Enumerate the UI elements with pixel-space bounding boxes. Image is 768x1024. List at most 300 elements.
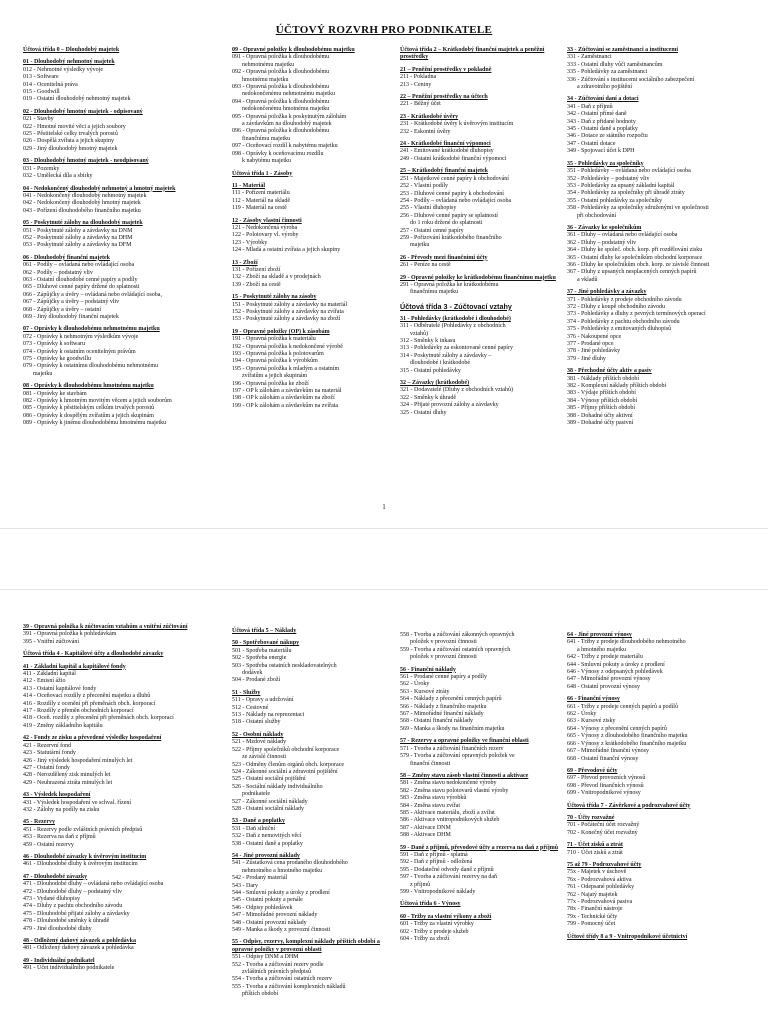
account-item: 335 - Pohledávky za zaměstnanci (567, 69, 648, 76)
account-item: 642 - Tržby z prodeje materiálu (567, 654, 643, 661)
account-item: 554 - Tvorba a zúčtování ostatních rezerv (232, 976, 332, 983)
account-group (23, 624, 203, 646)
account-item: 124 - Mladá a ostatní zvířata a jejich skupiny (232, 247, 341, 254)
account-item: 221 - Běžný účet (400, 101, 441, 108)
account-group (23, 326, 203, 378)
account-item: 315 - Ostatní pohledávky (400, 367, 461, 374)
group-heading: 59 - Daně z příjmů, převodové účty a rezerva na daň z příjmů (400, 844, 559, 851)
account-item: 542 - Prodaný materiál (232, 875, 288, 882)
group-heading: 58 – Změny stavu zásob vlastní činnosti a aktivace (400, 772, 529, 779)
account-group (400, 141, 560, 163)
account-item: 089 - Oprávky k jinému dlouhodobému hmotnému majetku (23, 420, 167, 427)
account-item: 571 - Tvorba a zúčtování finančních rezerv (400, 745, 504, 752)
account-item: 543 - Dary (232, 882, 258, 889)
page1-column-2 (232, 47, 392, 410)
account-group (23, 664, 203, 731)
account-item: 559 - Tvorba a zúčtování ostatních opravných (400, 646, 511, 653)
group-heading: 02 - Dlouhodobý hmotný majetek - odpisovaný (23, 108, 143, 115)
account-item: 073 - Oprávky k softwaru (23, 341, 85, 348)
account-item: 021 - Stavby (23, 116, 54, 123)
account-item: 583 - Změna stavu výrobků (400, 795, 467, 802)
page-number: 1 (382, 503, 386, 511)
account-group (567, 225, 752, 284)
account-item: 092 - Opravná položka k dlouhodobému (232, 69, 330, 76)
account-item: 378 - Jiné pohledávky (567, 348, 621, 355)
account-item: zvířatům a jejich skupinám (242, 373, 308, 380)
account-group (232, 294, 392, 324)
group-heading: Účtová třída 7 - Závěrkové a podrozvahové účty (567, 802, 691, 809)
group-heading: 52 - Osobní náklady (232, 731, 284, 738)
account-item: 151 - Poskytnuté zálohy a závdavky na materiál (232, 301, 348, 308)
account-item: 432 - Zálohy na podíly na zisku (23, 806, 100, 813)
account-item: 513 - Náklady na reprezentaci (232, 712, 305, 719)
account-item: 311 - Odběratelé (Pohledávky z obchodních (400, 323, 506, 330)
group-heading: 70 - Účty rozvažné (567, 814, 615, 821)
account-item: 566 - Náklady z finančního majetku (400, 703, 487, 710)
account-item: 597 - Tvorba a zúčtování rezervy na daň (400, 874, 498, 881)
account-item: 121 - Nedokončená výroba (232, 224, 298, 231)
account-item: 78x - Finanční nástroje (567, 906, 623, 913)
account-item: 343 - Daň z přidané hodnoty (567, 118, 636, 125)
account-item: 558 - Tvorba a zúčtování zákonných opravných (400, 632, 515, 638)
account-item: 76x - Podrozvahová aktiva (567, 876, 632, 883)
account-item: 710 - Účet zisků a ztrát (567, 849, 623, 856)
group-heading: Účtová třída 0 – Dlouhodobý majetek (23, 47, 120, 53)
account-item: 555 - Tvorba a zúčtování komplexních nákladů (232, 983, 346, 990)
group-heading: 03 - Dlouhodobý hmotný majetek - neodpisovaný (23, 158, 149, 165)
account-group (567, 768, 752, 798)
account-item: 418 - Oceň. rozdíly z přecenění při přeměnách obch. korporací (23, 715, 174, 722)
account-group (400, 914, 560, 944)
account-item: 648 - Ostatní provozní výnosy (567, 683, 640, 690)
account-item: 586 - Aktivace vnitropodnikových služeb (400, 817, 500, 824)
group-heading: 05 - Poskytnuté zálohy na dlouhodobý majetek (23, 220, 143, 227)
account-item: 122 - Polotovary vl. výroby (232, 232, 299, 239)
account-item: 761 - Odepsané pohledávky (567, 884, 635, 891)
account-group (400, 667, 560, 734)
group-heading: 04 - Nedokončený dlouhodobý nehmotný a hmotný majetek (23, 185, 176, 192)
account-item: 414 - Oceňovací rozdíly z přecenění majetku a dluhů (23, 693, 151, 700)
group-heading: Účtové třídy 8 a 9 - Vnitropodnikové účetnictví (567, 933, 688, 940)
account-item: 131 - Pořízení zboží (232, 266, 281, 273)
account-item: 383 - Výdaje příštích období (567, 390, 636, 397)
account-group (232, 329, 392, 410)
group-heading: 46 - Dlouhodobé závazky k úvěrovým institucím (23, 853, 147, 860)
group-heading: 33 - Zúčtování se zaměstnanci a institucemi (567, 47, 678, 53)
group-heading: 36 - Závazky ke společníkům (567, 224, 642, 231)
account-item: 253 - Dluhové cenné papíry k obchodování (400, 190, 504, 197)
account-item: 504 - Prodané zboží (232, 677, 281, 684)
account-item: 413 - Ostatní kapitálové fondy (23, 685, 97, 692)
group-heading: 51 - Služby (232, 689, 261, 696)
account-group (232, 939, 392, 998)
account-item: 591 - Daň z příjmů - splatná (400, 851, 468, 858)
group-heading: 15 - Poskytnuté zálohy na zásoby (232, 294, 317, 301)
account-item: 374 - Pohledávky z pachtu obchodního závodu (567, 318, 680, 325)
account-item: 066 - Zápůjčky a úvěry – ovládaná nebo ovládající osoba, (23, 291, 162, 298)
account-item: 051 - Poskytnuté zálohy a závdavky na DNM (23, 227, 133, 234)
account-item: 015 - Goodwill (23, 89, 60, 96)
group-heading: 37 - Jiné pohledávky a závazky (567, 289, 647, 296)
account-item: 423 - Statutární fondy (23, 750, 76, 757)
group-heading: 12 - Zásoby vlastní činnosti (232, 217, 302, 224)
account-item: 211 - Pokladna (400, 74, 437, 81)
account-item: 588 - Aktivace DHM (400, 832, 451, 839)
account-item: 395 - Vnitřní zúčtování (23, 638, 80, 645)
account-group (23, 819, 203, 849)
group-heading: Účtová třída 4 - Kapitálové účty a dlouhodobé závazky (23, 651, 164, 658)
account-item: 526 - Sociální náklady individuálního (232, 783, 323, 790)
account-item: 063 - Ostatní dlouhodobé cenné papíry a podíly (23, 276, 138, 283)
account-item: 193 - Opravná položka k polotovarům (232, 351, 324, 358)
account-item: 098 - Oprávky k oceňovacímu rozdílu (232, 150, 324, 157)
account-item: 541 - Zůstatková cena prodaného dlouhodobého (232, 860, 348, 867)
account-item: 251 - Majetkové cenné papíry k obchodování (400, 175, 509, 182)
account-item: z příjmů (410, 881, 431, 888)
account-item: položek v provozní činnosti (410, 654, 477, 661)
account-item: hmotnému majetku (242, 76, 289, 83)
group-heading: 66 - Finanční výnosy (567, 696, 620, 703)
account-item: 347 - Ostatní dotace (567, 140, 616, 147)
account-item: 567 - Mimořádné finanční náklady (400, 711, 484, 718)
account-item: 561 - Prodané cenné papíry a podíly (400, 674, 487, 681)
account-item: 584 - Změna stavu zvířat (400, 802, 460, 809)
account-item: 375 - Pohledávky z emitovaných dluhopisů (567, 326, 672, 333)
account-item: 544 - Smluvní pokuty a úroky z prodlení (232, 890, 330, 896)
group-heading: 08 - Oprávky k dlouhodobému hmotnému majetku (23, 383, 154, 390)
account-item: 481 - Odložený daňový závazek a pohledávka (23, 945, 134, 952)
account-item: 663 - Kursové zisky (567, 718, 616, 725)
account-item: 043 - Pořízení dlouhodobého finančního majetku (23, 207, 141, 214)
account-item: 595 - Dodatečné odvody daně z příjmů (400, 866, 494, 873)
account-group (400, 114, 560, 136)
group-heading: 45 - Rezervy (23, 819, 55, 826)
group-heading: 54 - Jiné provozní náklady (232, 852, 300, 859)
account-item: dlouhodobé i krátkodobé (410, 360, 470, 367)
account-item: 259 - Pořizování krátkodobého finančního (400, 234, 502, 241)
account-item: 472 - Dlouhodobé dluhy – podstatný vliv (23, 888, 122, 895)
account-item: 132 - Zboží na skladě a v prodejnách (232, 274, 321, 281)
account-item: 322 - Směnky k úhradě (400, 394, 456, 401)
group-heading: 06 - Dlouhodobý finanční majetek (23, 254, 111, 261)
account-group (567, 96, 752, 155)
group-heading: 53 - Daně a poplatky (232, 818, 286, 825)
account-group (400, 380, 560, 417)
account-group (232, 171, 392, 178)
account-item: 255 - Vlastní dluhopisy (400, 205, 457, 212)
account-item: 192 - Opravná položka k nedokončené výrobě (232, 343, 343, 350)
account-item: 666 - Výnosy z krátkodobého finančního majetku (567, 740, 687, 747)
group-heading: 49 - Individuální podnikatel (23, 957, 95, 964)
account-item: 382 - Komplexní náklady příštích období (567, 383, 667, 390)
account-item: 417 - Rozdíly z přeměn obchodních korporací (23, 708, 134, 715)
page2-column-2 (232, 628, 392, 999)
account-item: 336 - Zúčtování s institucemi sociálního zabezpečení (567, 76, 695, 83)
account-item: 194 - Opravná položka k výrobkům (232, 358, 318, 365)
group-heading: 71 - Účet zisků a ztrát (567, 842, 623, 849)
account-item: 362 - Dluhy – podstatný vliv (567, 239, 637, 246)
account-item: při obchodování (577, 212, 617, 219)
account-item: 641 - Tržby z prodeje dlouhodobého nehmotného (567, 639, 686, 646)
account-item: 123 - Výrobky (232, 239, 268, 246)
account-item: 579 - Tvorba a zúčtování opravných položek ve (400, 753, 515, 760)
account-item: dodávek (242, 670, 263, 677)
account-item: 522 - Příjmy společníků obchodní korporace (232, 746, 340, 753)
account-group (23, 383, 203, 427)
account-item: 384 - Výnosy příštích období (567, 397, 638, 404)
account-item: 546 - Odpisy pohledávek (232, 904, 293, 911)
account-item: 388 - Dohadné účty aktivní (567, 412, 633, 419)
account-item: 249 - Ostatní krátkodobé finanční výpomoci (400, 155, 507, 162)
account-group (567, 368, 752, 427)
account-item: 232 - Eskontní úvěry (400, 128, 451, 135)
account-item: 491 - Účet individuálního podnikatele (23, 965, 115, 972)
account-item: 661 - Tržby z prodeje cenných papírů a podílů (567, 703, 678, 710)
group-heading: 55 - Odpisy, rezervy, komplexní náklady příštích období a opravné položky v provozní oblasti (232, 939, 380, 953)
account-item: 697 - Převod provozních výnosů (567, 775, 646, 782)
account-group (232, 818, 392, 848)
account-group (567, 934, 752, 941)
account-item: 412 - Emisní ážio (23, 678, 66, 685)
account-item: 069 - Jiný dlouhodobý finanční majetek (23, 314, 119, 320)
account-group (23, 735, 203, 787)
account-item: 111 - Pořízení materiálu (232, 190, 290, 197)
account-group (23, 47, 203, 54)
group-heading: Účtová třída 1 - Zásoby (232, 170, 293, 177)
account-item: 429 - Neuhrazená ztráta minulých let (23, 779, 113, 786)
account-item: 075 - Oprávky ke goodwillu (23, 356, 91, 363)
account-item: majetku (410, 242, 430, 249)
account-group (400, 67, 560, 89)
group-heading: 31 - Pohledávky (krátkodobé i dlouhodobé) (400, 315, 511, 322)
account-group (400, 316, 560, 375)
account-item: 532 - Daň z nemovitých věcí (232, 833, 302, 840)
account-group (23, 651, 203, 658)
account-group (400, 94, 560, 109)
account-item: 644 - Smluvní pokuty a úroky z prodlení (567, 661, 665, 668)
account-item: 569 - Manka a škody na finančním majetku (400, 725, 505, 732)
account-item: 014 - Ocenitelná práva (23, 81, 78, 88)
account-item: 061 - Podíly – ovládaná nebo ovládající osoba (23, 262, 135, 269)
account-item: 256 - Dluhové cenné papíry se splatností (400, 212, 498, 219)
account-group (23, 158, 203, 180)
account-item: 75x - Majetek v úschově (567, 869, 627, 876)
account-item: podnikatele (242, 791, 270, 798)
account-group (23, 938, 203, 953)
account-group (23, 220, 203, 250)
account-item: 521 - Mzdové náklady (232, 739, 287, 746)
account-item: 196 - Opravná položka ke zboží (232, 380, 309, 387)
group-heading: 57 - Rezervy a opravné položky ve finanční oblasti (400, 738, 529, 745)
group-heading: 26 - Převody mezi finančními účty (400, 254, 488, 261)
account-item: a hmotného majetku (577, 646, 626, 653)
page2-column-1 (23, 624, 203, 973)
account-item: 602 - Tržby z prodeje služeb (400, 928, 469, 935)
account-item: 523 - Odměny členům orgánů obch. korporace (232, 761, 345, 768)
account-item: 079 - Oprávky k ostatnímu dlouhodobému nehmotnému (23, 363, 158, 370)
account-item: 411 - Základní kapitál (23, 671, 76, 678)
account-item: 599 - Vnitropodnikové náklady (400, 889, 476, 895)
account-item: 042 - Nedokončený dlouhodobý hmotný majetek (23, 200, 141, 207)
account-item: 019 - Ostatní dlouhodobý nehmotný majetek (23, 96, 131, 103)
account-item: 428 - Nerozdělený zisk minulých let (23, 772, 111, 779)
account-item: 548 - Ostatní provozní náklady (232, 919, 307, 926)
account-item: 647 - Mimořádné provozní výnosy (567, 676, 651, 683)
group-heading: 34 - Zúčtování daní a dotací (567, 96, 639, 103)
account-item: 324 - Přijaté provozní zálohy a závdavky (400, 402, 499, 409)
account-group (23, 854, 203, 869)
account-item: 664 - Výnosy z přecenění cenných papírů (567, 725, 667, 732)
account-item: 325 - Ostatní dluhy (400, 409, 447, 416)
account-item: 231 - Krátkodobé úvěry k úvěrovým institucím (400, 121, 514, 128)
account-item: 373 - Pohledávky a dluhy z pevných termínových operací (567, 311, 706, 318)
account-item: 198 - OP k zálohám a závdavkům na zboží (232, 395, 335, 402)
account-item: 549 - Manka a škody z provozní činnosti (232, 927, 331, 934)
account-group (567, 862, 752, 929)
account-item: 459 - Ostatní rezervy (23, 841, 74, 848)
account-item: 321 - Dodavatelé (Dluhy z obchodních vztahů) (400, 387, 513, 394)
group-heading: 75 až 79 - Podrozvahové účty (567, 861, 642, 868)
account-item: 082 - Oprávky k hmotným movitým věcem a jejich souborům (23, 398, 172, 405)
account-item: 213 - Ceniny (400, 81, 432, 88)
account-item: finančnímu majetku (410, 289, 459, 296)
account-item: 381 - Náklady příštích období (567, 375, 639, 382)
account-item: 473 - Vydané dluhopisy (23, 896, 81, 902)
account-item: 79x - Technické účty (567, 913, 618, 920)
account-group (232, 218, 392, 255)
account-item: 195 - Opravná položka k mladým a ostatním (232, 365, 340, 372)
group-heading: 41 - Základní kapitál a kapitálové fondy (23, 663, 126, 670)
account-item: 562 - Úroky (400, 681, 430, 688)
account-item: a vkladů (577, 276, 598, 283)
account-item: 026 - Dospělá zvířata a jejich skupiny (23, 138, 114, 145)
account-item: 068 - Zápůjčky a úvěry – ostatní (23, 306, 101, 313)
group-heading: 07 - Oprávky k dlouhodobému nehmotnému majetku (23, 326, 160, 333)
group-heading: 69 - Převodové účty (567, 767, 618, 774)
account-item: 527 - Zákonné sociální náklady (232, 798, 308, 805)
account-item: 291 - Opravná položka ke krátkodobému (400, 281, 499, 288)
page1-column-1 (23, 47, 203, 428)
account-item: 086 - Oprávky k dospělým zvířatům a jejich skupinám (23, 412, 154, 419)
group-heading: 01 - Dlouhodobý nehmotný majetek (23, 59, 115, 66)
account-group (23, 186, 203, 216)
account-item: nedokončenému hmotnému majetku (242, 106, 330, 113)
group-heading: 48 - Odložený daňový závazek a pohledávka (23, 938, 137, 945)
group-heading: 38 - Přechodné účty aktiv a pasiv (567, 368, 652, 375)
account-item: 377 - Prodané opce (567, 341, 614, 348)
page2-column-3 (400, 632, 560, 943)
group-heading: 25 – Krátkodobý finanční majetek (400, 168, 489, 175)
account-item: 564 - Náklady z přecenění cenných papírů (400, 696, 502, 703)
account-item: 587 - Aktivace DNM (400, 824, 451, 831)
group-heading: 32 – Závazky (krátkodobé) (400, 380, 470, 387)
account-item: 191 - Opravná položka k materiálu (232, 336, 316, 343)
account-item: 701 - Počáteční účet rozvažný (567, 822, 640, 829)
account-item: 361 - Dluhy – ovládaná nebo ovládající osoba (567, 232, 678, 239)
group-heading: Účtová třída 6 - Výnosy (400, 901, 461, 908)
account-item: 475 - Dlouhodobé přijaté zálohy a závdavky (23, 910, 130, 917)
account-item: nehmotnému majetku (242, 61, 295, 68)
account-item: 085 - Oprávky k pěstitelským celkům trvalých porostů (23, 405, 155, 412)
account-item: 252 - Vlastní podíly (400, 183, 449, 190)
account-item: 799 - Pomocný účet (567, 921, 616, 928)
account-item: 345 - Ostatní daně a poplatky (567, 126, 638, 133)
account-item: 511 - Opravy a udržování (232, 697, 294, 704)
class-heading: Účtová třída 3 - Zúčtovací vztahy (400, 301, 512, 311)
account-item: 502 - Spotřeba energie (232, 655, 287, 662)
account-group (567, 289, 752, 363)
account-item: 081 - Oprávky ke stavbám (23, 390, 87, 397)
group-heading: 23 - Krátkodobé úvěry (400, 113, 459, 120)
account-item: 581 - Změna stavu nedokončené výroby (400, 780, 497, 787)
account-item: 582 - Změna stavu polotovarů vlastní výroby (400, 787, 509, 794)
account-group (23, 792, 203, 814)
account-item: a závdavkům na dlouhodobý majetek (242, 121, 332, 128)
account-item: majetku (33, 370, 53, 377)
account-item: 365 - Ostatní dluhy ke společníkům obchodní korporace (567, 254, 703, 261)
account-item: 012 - Nehmotné výsledky vývoje (23, 66, 103, 73)
group-heading: 42 - Fondy ze zisku a převedené výsledky hospodaření (23, 735, 162, 742)
account-item: 389 - Dohadné účty pasivní (567, 420, 634, 427)
account-item: 474 - Dluhy z pachtu obchodního závodu (23, 903, 123, 910)
account-item: 668 - Ostatní finanční výnosy (567, 755, 639, 762)
page1-column-4 (567, 47, 752, 428)
group-heading: 24 - Krátkodobé finanční výpomoci (400, 141, 491, 148)
account-item: 385 - Příjmy příštích období (567, 405, 635, 412)
account-group (567, 803, 752, 810)
account-item: 421 - Rezervní fond (23, 742, 72, 749)
account-item: 371 - Pohledávky z prodeje obchodního závodu (567, 296, 682, 303)
account-item: 041 - Nedokončený dlouhodobý nehmotný majetek (23, 192, 147, 199)
account-item: nehmotného a hmotného majetku (242, 867, 323, 874)
account-item: 093 - Opravná položka k dlouhodobému (232, 84, 330, 91)
account-item: 568 - Ostatní finanční náklady (400, 718, 473, 725)
account-item: 646 - Výnosy z odepsaných pohledávek (567, 669, 663, 676)
account-item: 062 - Podíly – podstatný vliv (23, 269, 93, 276)
account-item: 77x - Podrozvahová pasiva (567, 899, 633, 905)
account-item: 254 - Podíly – ovládaná nebo ovládající osoba (400, 197, 512, 204)
account-item: 416 - Rozdíly z ocenění při přeměnách obch. korporací (23, 700, 156, 707)
account-item: 139 - Zboží na cestě (232, 281, 281, 288)
group-heading: 22 – Peněžní prostředky na účtech (400, 94, 488, 101)
account-item: 331 - Zaměstnanci (567, 54, 612, 61)
account-group (400, 738, 560, 768)
account-item: 503 - Spotřeba ostatních neskladovatelných (232, 662, 337, 669)
account-item: ze závislé činnosti (242, 754, 286, 761)
account-item: 512 - Cestovné (232, 704, 269, 711)
account-item: 349 - Spojovací účet k DPH (567, 148, 635, 155)
account-item: 312 - Směnky k inkasu (400, 338, 456, 344)
account-item: 074 - Oprávky k ostatním ocenitelným právům (23, 348, 136, 355)
group-heading: 47 - Dlouhodobé závazky (23, 873, 88, 880)
account-item: 072 - Oprávky k nehmotným výsledkům vývoje (23, 333, 139, 340)
account-group (232, 853, 392, 934)
account-item: 426 - Jiný výsledek hospodaření minulých let (23, 757, 133, 764)
account-item: a zdravotního pojištění (577, 84, 632, 91)
account-item: 031 - Pozemky (23, 165, 60, 172)
account-item: 667 - Mimořádné finanční výnosy (567, 748, 649, 755)
account-item: do 1 roku držené do splatnosti (410, 220, 483, 227)
account-item: 257 - Ostatní cenné papíry (400, 227, 464, 234)
group-heading: 60 - Tržby za vlastní výkony a zboží (400, 913, 492, 920)
group-heading: 09 - Opravné položky k dlouhodobému majetku (232, 47, 355, 53)
account-item: 698 - Převod finančních výnosů (567, 782, 644, 789)
account-item: 352 - Pohledávky – podstatný vliv (567, 175, 650, 182)
group-heading: 64 - Jiné provozní výnosy (567, 632, 632, 638)
account-item: 367 - Dluhy z upsaných nesplacených cenných papírů (567, 269, 697, 276)
account-item: 153 - Poskytnuté zálohy a závdavky na zboží (232, 316, 341, 323)
account-item: 354 - Pohledávky za společníky při úhradě ztráty (567, 190, 685, 197)
